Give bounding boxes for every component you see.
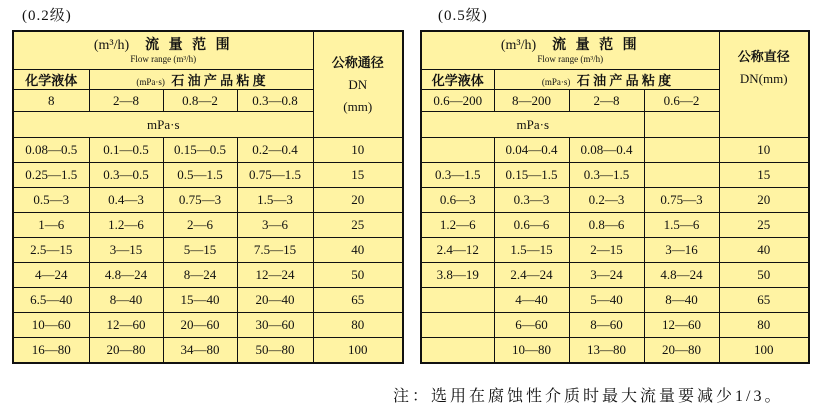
table-row	[13, 288, 403, 313]
dn-cell: 20	[313, 188, 403, 213]
table-row	[421, 263, 809, 288]
table-body	[421, 138, 809, 364]
dn-cell: 10	[719, 138, 809, 163]
flow-range-cell: 3—15	[89, 238, 163, 263]
flow-range-cell: 1.5—6	[644, 213, 719, 238]
flow-range-cell: 6—60	[494, 313, 569, 338]
flow-table-left	[12, 30, 404, 364]
flow-range-cell: 0.75—1.5	[237, 163, 313, 188]
flow-range-cell: 2—15	[569, 238, 644, 263]
dn-cell: 10	[313, 138, 403, 163]
flow-range-cell: 2.4—24	[494, 263, 569, 288]
flow-range-cell: 0.8—6	[569, 213, 644, 238]
flow-range-cell: 0.2—3	[569, 188, 644, 213]
flow-range-cell: 30—60	[237, 313, 313, 338]
flow-range-cell: 20—40	[237, 288, 313, 313]
dn-cell: 50	[313, 263, 403, 288]
flow-range-header	[421, 31, 719, 70]
chemical-liquid-header: 化学液体	[13, 70, 89, 90]
header-row	[421, 31, 809, 70]
flow-range-english: Flow range (m³/h)	[537, 53, 604, 64]
dn-cell: 25	[719, 213, 809, 238]
dn-cell: 15	[719, 163, 809, 188]
table-row	[421, 138, 809, 163]
viscosity-range: 2—8	[569, 90, 644, 112]
flow-range-cell: 0.08—0.4	[569, 138, 644, 163]
flow-range-cell: 0.75—3	[644, 188, 719, 213]
nominal-diameter-title: 公称通径	[331, 54, 384, 70]
table-row	[421, 338, 809, 364]
flow-range-cell: 2.4—12	[421, 238, 494, 263]
viscosity-range: 0.8—2	[163, 90, 237, 112]
viscosity-title: 石 油 产 品 粘 度	[576, 73, 672, 88]
flow-range-cell: 4.8—24	[644, 263, 719, 288]
flow-range-cell: 10—80	[494, 338, 569, 364]
dn-cell: 65	[313, 288, 403, 313]
flow-range-cell: 10—60	[13, 313, 89, 338]
dn-cell: 50	[719, 263, 809, 288]
flow-range-cell: 15—40	[163, 288, 237, 313]
flow-range-cell: 4.8—24	[89, 263, 163, 288]
table-body	[13, 138, 403, 364]
flow-table-right	[420, 30, 810, 364]
viscosity-range: 8	[13, 90, 89, 112]
nominal-diameter-title: 公称直径	[737, 49, 790, 64]
table-row	[13, 138, 403, 163]
chemical-liquid-header: 化学液体	[421, 70, 494, 90]
flow-range-cell	[421, 313, 494, 338]
flow-range-cell: 0.5—1.5	[163, 163, 237, 188]
dn-cell: 100	[719, 338, 809, 364]
flow-range-cell: 0.1—0.5	[89, 138, 163, 163]
flow-range-cell: 8—60	[569, 313, 644, 338]
table-row	[13, 313, 403, 338]
dn-cell: 100	[313, 338, 403, 364]
flow-range-cell: 13—80	[569, 338, 644, 364]
nominal-diameter-header	[313, 31, 403, 138]
flow-range-cell: 0.2—0.4	[237, 138, 313, 163]
flow-range-cell: 12—60	[644, 313, 719, 338]
viscosity-unit: (mPa·s)	[541, 77, 571, 87]
flow-range-cell: 5—15	[163, 238, 237, 263]
viscosity-unit-label: mPa·s	[13, 112, 313, 138]
petroleum-viscosity-header	[89, 70, 313, 90]
flow-range-title: 流 量 范 围	[552, 37, 640, 53]
table-row	[13, 188, 403, 213]
table-row	[421, 313, 809, 338]
table-row	[421, 213, 809, 238]
table-row	[13, 238, 403, 263]
grade-label-right: (0.5级)	[438, 8, 488, 24]
header-row	[13, 31, 403, 70]
table-row	[13, 338, 403, 364]
dn-cell: 15	[313, 163, 403, 188]
flow-range-cell	[644, 138, 719, 163]
flow-range-cell: 8—24	[163, 263, 237, 288]
footnote: 注：选用在腐蚀性介质时最大流量要减少1/3。	[393, 388, 784, 405]
flow-range-cell: 34—80	[163, 338, 237, 364]
flow-range-cell: 0.3—1.5	[421, 163, 494, 188]
flow-range-cell: 0.75—3	[163, 188, 237, 213]
viscosity-range: 0.6—2	[644, 90, 719, 112]
flow-range-cell: 0.15—0.5	[163, 138, 237, 163]
dn-cell: 65	[719, 288, 809, 313]
flow-range-cell: 0.5—3	[13, 188, 89, 213]
flow-range-cell: 1.5—15	[494, 238, 569, 263]
viscosity-unit: (mPa·s)	[136, 77, 165, 87]
flow-range-cell: 0.3—1.5	[569, 163, 644, 188]
flow-range-cell: 50—80	[237, 338, 313, 364]
viscosity-title: 石 油 产 品 粘 度	[171, 73, 266, 88]
flow-range-cell: 1.2—6	[421, 213, 494, 238]
table-row	[13, 263, 403, 288]
viscosity-range: 0.3—0.8	[237, 90, 313, 112]
dn-cell: 25	[313, 213, 403, 238]
flow-range-cell: 4—40	[494, 288, 569, 313]
flow-range-cell: 0.3—3	[494, 188, 569, 213]
flow-range-cell: 0.04—0.4	[494, 138, 569, 163]
flow-unit: (m³/h)	[93, 37, 130, 53]
flow-range-cell: 8—40	[644, 288, 719, 313]
viscosity-range: 8—200	[494, 90, 569, 112]
flow-range-cell: 5—40	[569, 288, 644, 313]
flow-range-cell: 0.6—3	[421, 188, 494, 213]
flow-range-title: 流 量 范 围	[145, 37, 233, 53]
dn-cell: 80	[719, 313, 809, 338]
flow-range-cell: 20—80	[89, 338, 163, 364]
flow-range-cell: 0.15—1.5	[494, 163, 569, 188]
table-row	[421, 238, 809, 263]
flow-unit: (m³/h)	[500, 37, 537, 53]
flow-range-cell: 6.5—40	[13, 288, 89, 313]
flow-range-cell: 1.2—6	[89, 213, 163, 238]
flow-range-cell	[421, 338, 494, 364]
flow-range-cell: 12—60	[89, 313, 163, 338]
flow-range-cell: 0.08—0.5	[13, 138, 89, 163]
flow-range-cell: 4—24	[13, 263, 89, 288]
flow-range-cell: 16—80	[13, 338, 89, 364]
viscosity-range: 2—8	[89, 90, 163, 112]
table-row	[421, 188, 809, 213]
flow-range-cell: 3—6	[237, 213, 313, 238]
flow-range-cell	[644, 163, 719, 188]
flow-range-cell	[421, 288, 494, 313]
empty-cell	[644, 112, 719, 138]
flow-range-cell: 1—6	[13, 213, 89, 238]
flow-range-cell: 0.4—3	[89, 188, 163, 213]
nominal-diameter-header	[719, 31, 809, 138]
grade-label-left: (0.2级)	[22, 8, 72, 24]
flow-range-cell: 0.25—1.5	[13, 163, 89, 188]
flow-range-cell: 3—24	[569, 263, 644, 288]
flow-range-cell: 20—80	[644, 338, 719, 364]
dn-cell: 20	[719, 188, 809, 213]
flow-range-cell: 0.6—6	[494, 213, 569, 238]
dn-label: DN	[348, 76, 368, 92]
flow-range-cell	[421, 138, 494, 163]
flow-range-cell: 2.5—15	[13, 238, 89, 263]
flow-range-cell: 0.3—0.5	[89, 163, 163, 188]
flow-range-cell: 3.8—19	[421, 263, 494, 288]
flow-range-english: Flow range (m³/h)	[130, 53, 197, 64]
viscosity-range: 0.6—200	[421, 90, 494, 112]
dn-label: DN(mm)	[739, 71, 788, 86]
flow-range-cell: 7.5—15	[237, 238, 313, 263]
dn-cell: 40	[719, 238, 809, 263]
flow-range-cell: 3—16	[644, 238, 719, 263]
flow-range-cell: 20—60	[163, 313, 237, 338]
table-row	[421, 288, 809, 313]
table-row	[421, 163, 809, 188]
flow-range-cell: 2—6	[163, 213, 237, 238]
table-row	[13, 213, 403, 238]
dn-cell: 80	[313, 313, 403, 338]
flow-range-cell: 8—40	[89, 288, 163, 313]
flow-range-header	[13, 31, 313, 70]
flow-range-cell: 12—24	[237, 263, 313, 288]
viscosity-unit-label: mPa·s	[421, 112, 644, 138]
flow-range-cell: 1.5—3	[237, 188, 313, 213]
dn-cell: 40	[313, 238, 403, 263]
dn-unit: (mm)	[343, 98, 373, 114]
table-row	[13, 163, 403, 188]
petroleum-viscosity-header	[494, 70, 719, 90]
